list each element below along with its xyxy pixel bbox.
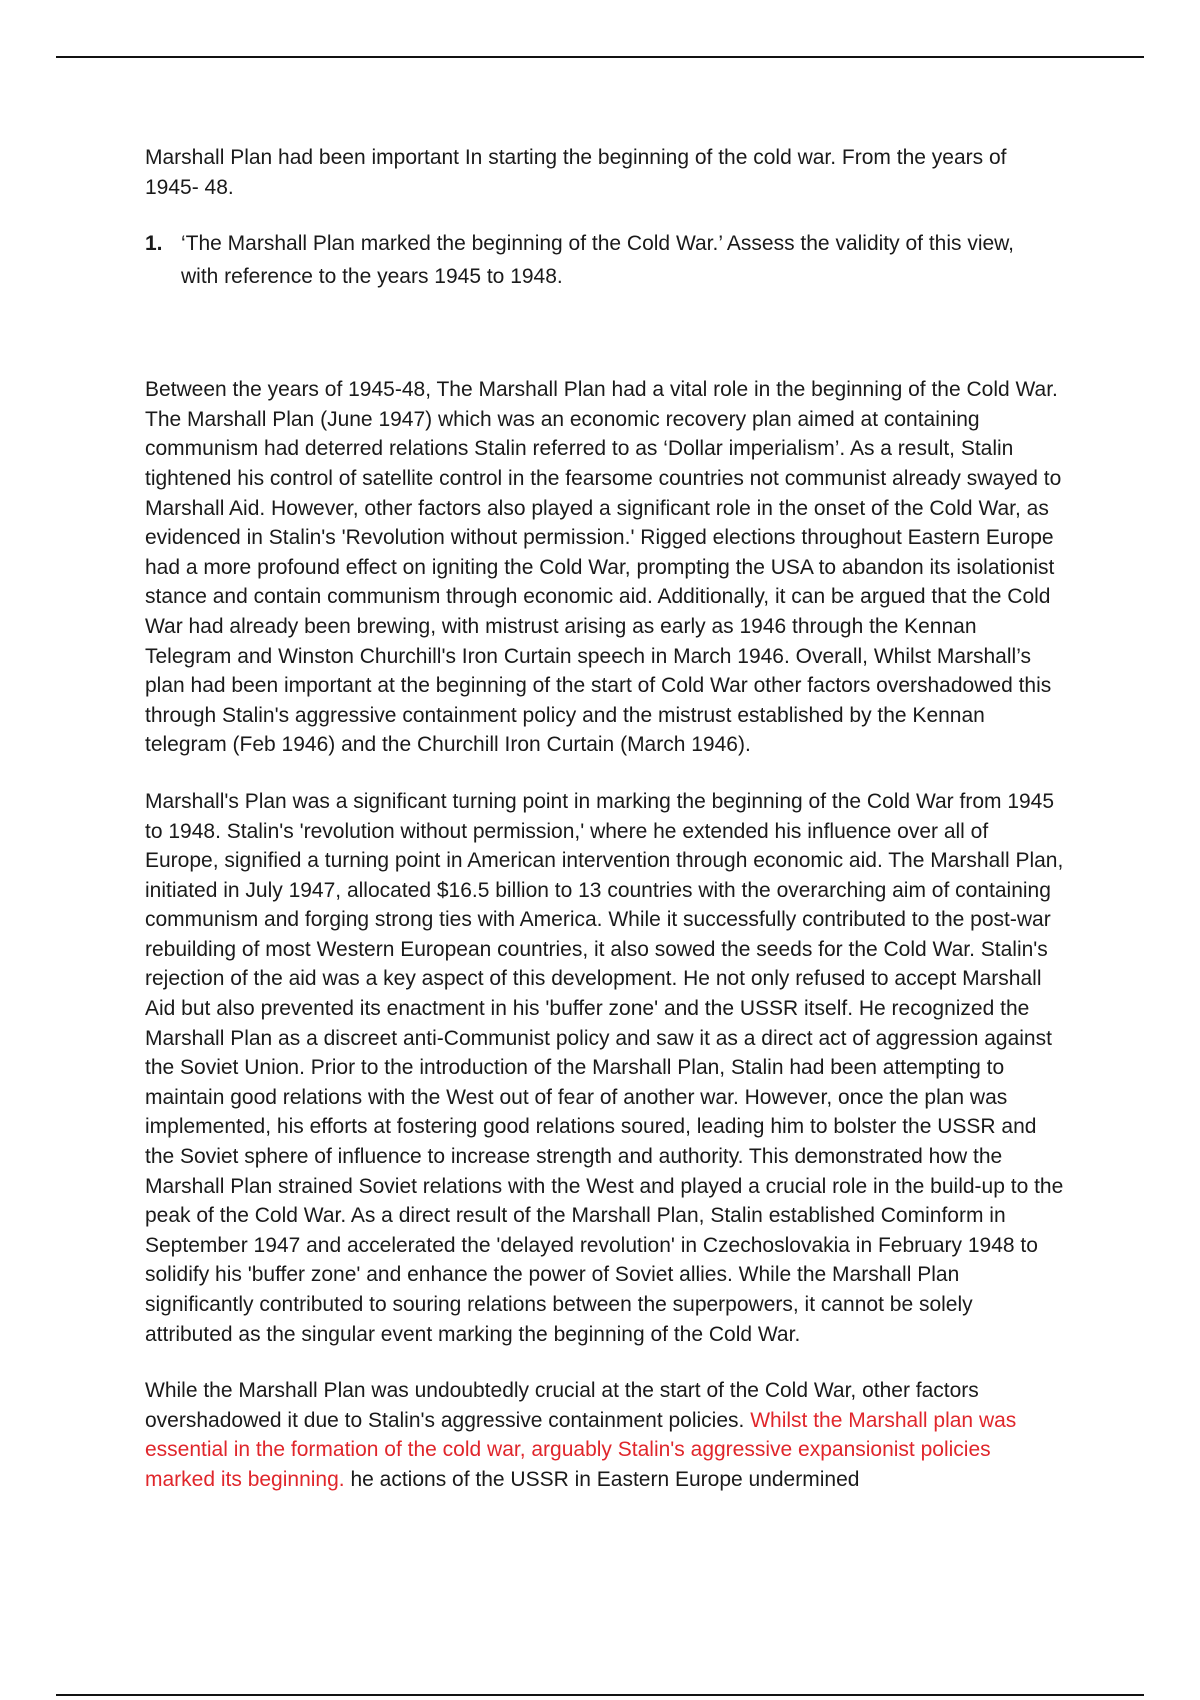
intro-text: Marshall Plan had been important In starting the beginning of the cold war. From the years of 1945- 48. bbox=[145, 146, 1007, 199]
paragraph-marshall-plan: Marshall's Plan was a significant turning point in marking the beginning of the Cold War from 1945 to 1948. Stalin's 'revolution without permission,' where he extended his influence over all of Europe, signified a turning point in American intervention through economic aid. The Marshall Plan, initiated in July 1947, allocated $16.5 billion to 13 countries with the overarching aim of containing communism and forging strong ties with America. While it successfully contributed to the post-war rebuilding of most Western European countries, it also sowed the seeds for the Cold War. Stalin's rejection of the aid was a key aspect of this development. He not only refused to accept Marshall Aid but also prevented its enactment in his 'buffer zone' and the USSR itself. He recognized the Marshall Plan as a discreet anti-Communist policy and saw it as a direct act of aggression against the Soviet Union. Prior to the introduction of the Marshall Plan, Stalin had been attempting to maintain good relations with the West out of fear of another war. However, once the plan was implemented, his efforts at fostering good relations soured, leading him to bolster the USSR and the Soviet sphere of influence to increase strength and authority. This demonstrated how the Marshall Plan strained Soviet relations with the West and played a crucial role in the build-up to the peak of the Cold War. As a direct result of the Marshall Plan, Stalin established Cominform in September 1947 and accelerated the 'delayed revolution' in Czechoslovakia in February 1948 to solidify his 'buffer zone' and enhance the power of Soviet allies. While the Marshall Plan significantly contributed to souring relations between the superpowers, it cannot be solely attributed as the singular event marking the beginning of the Cold War. bbox=[145, 789, 1064, 1346]
paragraph-other-factors bbox=[145, 1376, 1065, 1494]
top-rule bbox=[56, 56, 1144, 58]
question-number: 1. bbox=[145, 232, 163, 256]
paragraph-end-text: he actions of the USSR in Eastern Europe undermined bbox=[344, 1467, 860, 1491]
essay-question bbox=[145, 227, 1065, 293]
bottom-rule bbox=[56, 1694, 1144, 1696]
highlighted-red-text: Whilst the Marshall plan was essential in the formation of the cold war, arguably Stalin's aggressive expansionist policies marked its beginning. bbox=[145, 1408, 1017, 1491]
document-body bbox=[145, 143, 1065, 1522]
paragraph-introduction: Between the years of 1945-48, The Marshall Plan had a vital role in the beginning of the Cold War. The Marshall Plan (June 1947) which was an economic recovery plan aimed at containing communism had deterred relations Stalin referred to as ‘Dollar imperialism’. As a result, Stalin tightened his control of satellite control in the fearsome countries not communist already swayed to Marshall Aid. However, other factors also played a significant role in the onset of the Cold War, as evidenced in Stalin's 'Revolution without permission.' Rigged elections throughout Eastern Europe had a more profound effect on igniting the Cold War, prompting the USA to abandon its isolationist stance and contain communism through economic aid. Additionally, it can be argued that the Cold War had already been brewing, with mistrust arising as early as 1946 through the Kennan Telegram and Winston Churchill's Iron Curtain speech in March 1946. Overall, Whilst Marshall’s plan had been important at the beginning of the start of Cold War other factors overshadowed this through Stalin's aggressive containment policy and the mistrust established by the Kennan telegram (Feb 1946) and the Churchill Iron Curtain (March 1946). bbox=[145, 378, 1062, 757]
paragraph-start-text: While the Marshall Plan was undoubtedly crucial at the start of the Cold War, other factors overshadowed it due to Stalin's aggressive containment policies. bbox=[145, 1379, 979, 1432]
question-text: ‘The Marshall Plan marked the beginning of the Cold War.’ Assess the validity of this view, with reference to the years 1945 to 1948. bbox=[181, 232, 1015, 289]
